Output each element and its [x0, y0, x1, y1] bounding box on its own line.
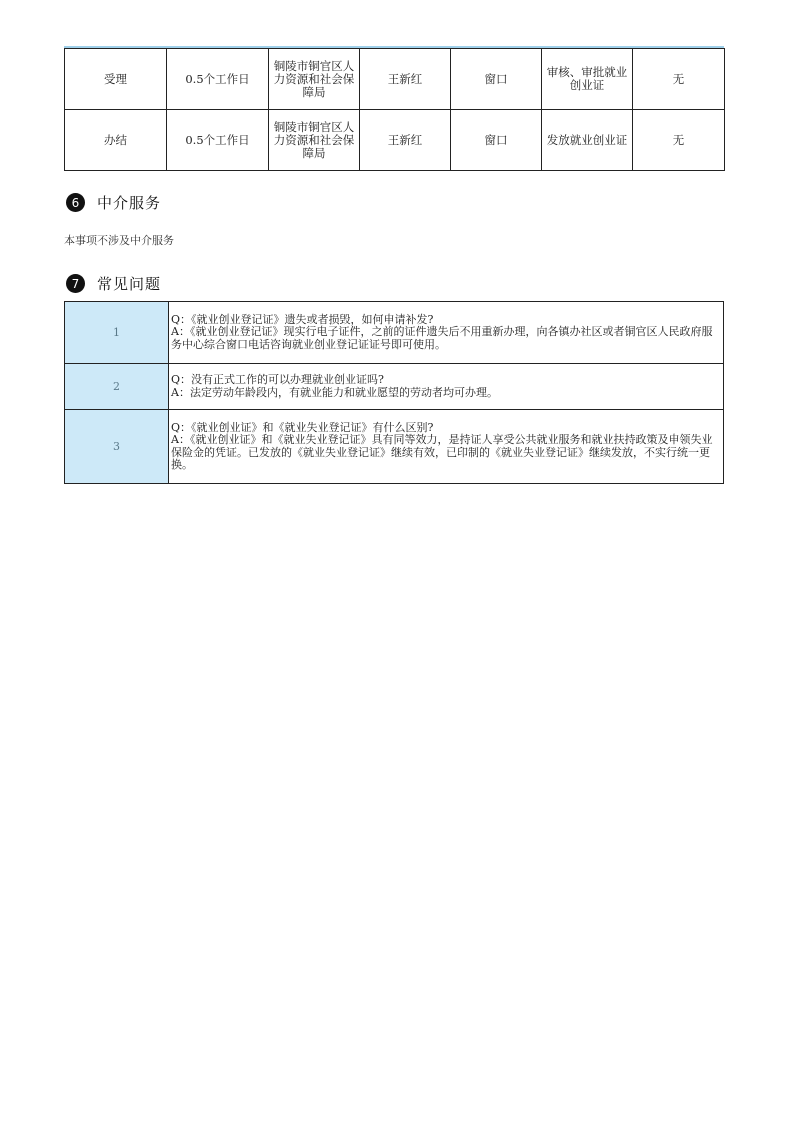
intermediary-text: 本事项不涉及中介服务 — [64, 234, 174, 247]
faq-table — [64, 301, 724, 484]
table-row — [65, 110, 725, 171]
section-title: 常见问题 — [97, 275, 162, 293]
table-row — [65, 49, 725, 110]
method-cell: 窗口 — [451, 110, 542, 171]
faq-row — [65, 410, 724, 484]
faq-row — [65, 302, 724, 364]
dept-cell: 铜陵市铜官区人力资源和社会保障局 — [269, 49, 360, 110]
faq-index: 2 — [65, 364, 169, 410]
step-cell: 受理 — [65, 49, 167, 110]
person-cell: 王新红 — [360, 49, 451, 110]
section-number-badge: 7 — [66, 274, 85, 293]
section-number-badge: 6 — [66, 193, 85, 212]
faq-question: Q：《就业创业登记证》遗失或者损毁，如何申请补发? — [171, 312, 434, 326]
faq-content — [169, 302, 724, 364]
section-title: 中介服务 — [97, 194, 162, 212]
person-cell: 王新红 — [360, 110, 451, 171]
method-cell: 窗口 — [451, 49, 542, 110]
faq-answer: A：法定劳动年龄段内，有就业能力和就业愿望的劳动者均可办理。 — [171, 385, 498, 399]
result-cell: 审核、审批就业创业证 — [542, 49, 633, 110]
step-cell: 办结 — [65, 110, 167, 171]
faq-content — [169, 410, 724, 484]
faq-row — [65, 364, 724, 410]
faq-index: 1 — [65, 302, 169, 364]
process-table — [64, 48, 725, 171]
faq-content — [169, 364, 724, 410]
faq-answer: A：《就业创业登记证》现实行电子证件，之前的证件遗失后不用重新办理，向各镇办社区或者铜官区人民政府服务中心综合窗口电话咨询就业创业登记证证号即可使用。 — [171, 325, 713, 351]
faq-question: Q：没有正式工作的可以办理就业创业证吗? — [171, 373, 384, 386]
section-faq-heading — [66, 273, 161, 294]
faq-question: Q：《就业创业证》和《就业失业登记证》有什么区别? — [171, 420, 434, 434]
faq-index: 3 — [65, 410, 169, 484]
faq-answer: A：《就业创业证》和《就业失业登记证》具有同等效力，是持证人享受公共就业服务和就业扶持政策及申领失业保险金的凭证。已发放的《就业失业登记证》继续有效，已印制的《就业失业登记证》继续发放，不实行统一更换。 — [171, 433, 713, 471]
time-cell: 0.5个工作日 — [167, 110, 269, 171]
result-cell: 发放就业创业证 — [542, 110, 633, 171]
section-intermediary-heading — [66, 192, 161, 213]
fee-cell: 无 — [633, 110, 725, 171]
fee-cell: 无 — [633, 49, 725, 110]
dept-cell: 铜陵市铜官区人力资源和社会保障局 — [269, 110, 360, 171]
time-cell: 0.5个工作日 — [167, 49, 269, 110]
